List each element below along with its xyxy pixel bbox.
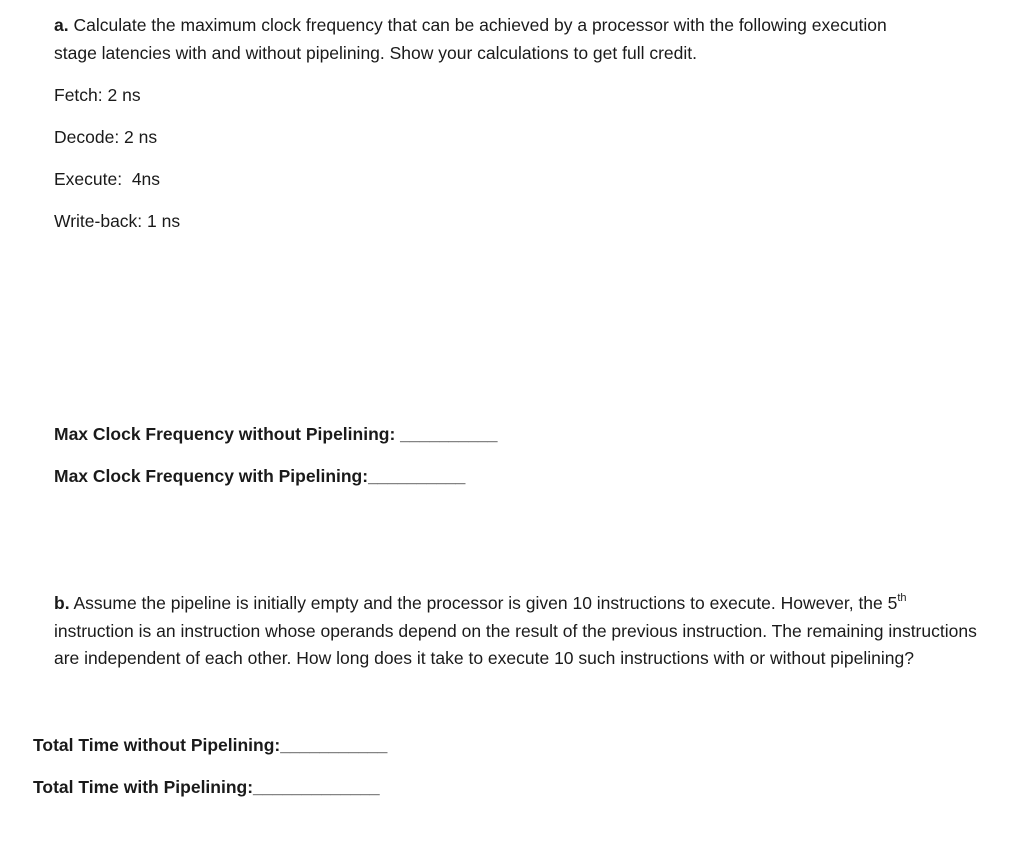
part-b-text-after: instruction is an instruction whose operands depend on the result of the previous instruction. The remaining instructions are independent of each other. How long does it take to execute 10 such instructions with or without pipelining? [54,620,977,668]
stage-execute: Execute: 4ns [54,169,161,189]
answer-freq-without-pipelining: Max Clock Frequency without Pipelining: __________ [54,424,498,444]
stage-writeback: Write-back: 1 ns [54,211,181,231]
part-b-label: b. [54,593,70,613]
answer-freq-with-pipelining: Max Clock Frequency with Pipelining:__________ [54,466,466,486]
part-b-question [54,590,984,673]
part-a-question-text: Calculate the maximum clock frequency that can be achieved by a processor with the following execution stage latencies with and without pipelining. Show your calculations to get full credit. [54,15,887,63]
part-b-text-before: Assume the pipeline is initially empty and the processor is given 10 instructions to execute. However, the [73,593,888,613]
ordinal-number: 5 [887,593,898,613]
stage-fetch: Fetch: 2 ns [54,85,141,105]
answer-time-with-pipelining: Total Time with Pipelining:_____________ [33,777,380,797]
ordinal-suffix: th [897,592,907,605]
part-a-question [54,12,894,67]
answer-time-without-pipelining: Total Time without Pipelining:___________ [33,735,388,755]
part-a-label: a. [54,15,69,35]
stage-decode: Decode: 2 ns [54,127,158,147]
